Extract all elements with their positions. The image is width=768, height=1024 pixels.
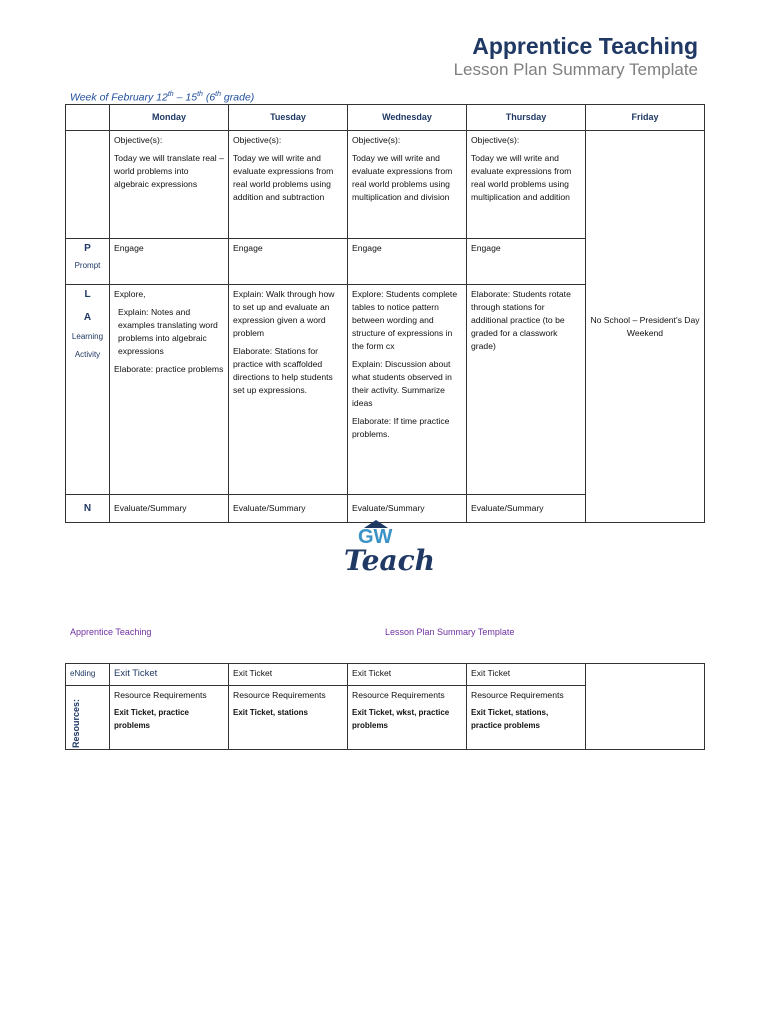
activity-item: Explore: Students complete tables to notice pattern between wording and structure of expressions in the form cx	[352, 289, 458, 351]
objective-monday	[110, 131, 229, 239]
activity-word: Activity	[74, 350, 101, 359]
resource-list: Exit Ticket, wkst, practice problems	[352, 708, 450, 730]
objective-tuesday	[229, 131, 348, 239]
engage-tuesday: Engage	[229, 239, 348, 285]
activity-item: Explain: Walk through how to set up and evaluate an expression given a word problem	[233, 289, 335, 338]
ending-side-cell	[66, 495, 110, 523]
resource-requirements-label: Resource Requirements	[352, 690, 445, 700]
objective-label: Objective(s):	[114, 135, 163, 145]
activity-item: Explore,	[114, 289, 146, 299]
evaluate-wednesday: Evaluate/Summary	[348, 495, 467, 523]
gw-teach-logo	[340, 518, 440, 582]
resources-side-cell	[66, 686, 110, 750]
objective-side-cell	[66, 131, 110, 239]
activity-wednesday	[348, 285, 467, 495]
evaluate-monday: Evaluate/Summary	[110, 495, 229, 523]
day-header-wednesday: Wednesday	[348, 105, 467, 131]
resources-wednesday	[348, 686, 467, 750]
day-header-thursday: Thursday	[467, 105, 586, 131]
resource-list: Exit Ticket, stations	[233, 708, 308, 717]
resources-tuesday	[229, 686, 348, 750]
activity-tuesday	[229, 285, 348, 495]
evaluate-tuesday: Evaluate/Summary	[229, 495, 348, 523]
engage-thursday: Engage	[467, 239, 586, 285]
footer-left-text: Apprentice Teaching	[70, 627, 152, 637]
prompt-side-cell	[66, 239, 110, 285]
page-title: Apprentice Teaching	[472, 33, 698, 59]
evaluate-thursday: Evaluate/Summary	[467, 495, 586, 523]
resources-monday	[110, 686, 229, 750]
ending-label: eNding	[66, 664, 110, 686]
engage-wednesday: Engage	[348, 239, 467, 285]
exit-ticket-wednesday: Exit Ticket	[348, 664, 467, 686]
activity-monday	[110, 285, 229, 495]
lesson-plan-table	[65, 104, 705, 523]
day-header-monday: Monday	[110, 105, 229, 131]
logo-gw-text: GW	[358, 526, 393, 548]
objective-text: Today we will translate real – world problems into algebraic expressions	[114, 153, 224, 189]
friday-empty-cell	[586, 664, 705, 750]
activity-item: Explain: Notes and examples translating word problems into algebraic expressions	[118, 307, 218, 356]
objective-row	[66, 131, 705, 239]
page-header	[454, 32, 698, 80]
footer-right-text: Lesson Plan Summary Template	[385, 627, 515, 637]
resource-list: Exit Ticket, practice problems	[114, 708, 189, 730]
activity-letter: A	[83, 312, 92, 323]
engage-monday: Engage	[110, 239, 229, 285]
resource-requirements-label: Resource Requirements	[471, 690, 564, 700]
logo-teach-text: Teach	[344, 544, 435, 577]
activity-item: Elaborate: Stations for practice with scaffolded directions to help students set up expressions.	[233, 346, 333, 395]
week-label: Week of February 12th – 15th (6th grade)	[70, 91, 255, 104]
prompt-letter: P	[84, 243, 91, 254]
ending-letter: N	[83, 503, 92, 514]
activity-item: Elaborate: If time practice problems.	[352, 416, 450, 439]
page-subtitle: Lesson Plan Summary Template	[453, 60, 698, 79]
objective-thursday	[467, 131, 586, 239]
exit-ticket-tuesday: Exit Ticket	[229, 664, 348, 686]
objective-label: Objective(s):	[233, 135, 282, 145]
objective-text: Today we will write and evaluate expressions from real world problems using addition and subtraction	[233, 153, 334, 202]
learning-letter: L	[84, 289, 91, 300]
resources-thursday	[467, 686, 586, 750]
resources-table	[65, 663, 705, 750]
exit-ticket-row	[66, 664, 705, 686]
resource-list: Exit Ticket, stations, practice problems	[471, 708, 549, 730]
objective-text: Today we will write and evaluate expressions from real world problems using multiplication and addition	[471, 153, 572, 202]
day-header-row	[66, 105, 705, 131]
corner-cell	[66, 105, 110, 131]
activity-item: Elaborate: Students rotate through stations for additional practice (to be graded for a classwork grade)	[471, 289, 571, 351]
activity-thursday	[467, 285, 586, 495]
objective-label: Objective(s):	[352, 135, 401, 145]
friday-note: No School – President's Day Weekend	[590, 314, 700, 338]
prompt-word: Prompt	[74, 261, 101, 270]
exit-ticket-thursday: Exit Ticket	[467, 664, 586, 686]
activity-item: Elaborate: practice problems	[114, 364, 224, 374]
friday-note-cell	[586, 131, 705, 523]
resource-requirements-label: Resource Requirements	[114, 690, 207, 700]
exit-ticket-monday: Exit Ticket	[110, 664, 229, 686]
day-header-tuesday: Tuesday	[229, 105, 348, 131]
day-header-friday: Friday	[586, 105, 705, 131]
objective-label: Objective(s):	[471, 135, 520, 145]
objective-text: Today we will write and evaluate expressions from real world problems using multiplication and division	[352, 153, 453, 202]
activity-item: Explain: Discussion about what students observed in their activity. Summarize ideas	[352, 359, 452, 408]
resources-label: Resources:	[71, 698, 81, 748]
learning-word: Learning	[71, 332, 104, 341]
resource-requirements-label: Resource Requirements	[233, 690, 326, 700]
objective-wednesday	[348, 131, 467, 239]
activity-side-cell	[66, 285, 110, 495]
